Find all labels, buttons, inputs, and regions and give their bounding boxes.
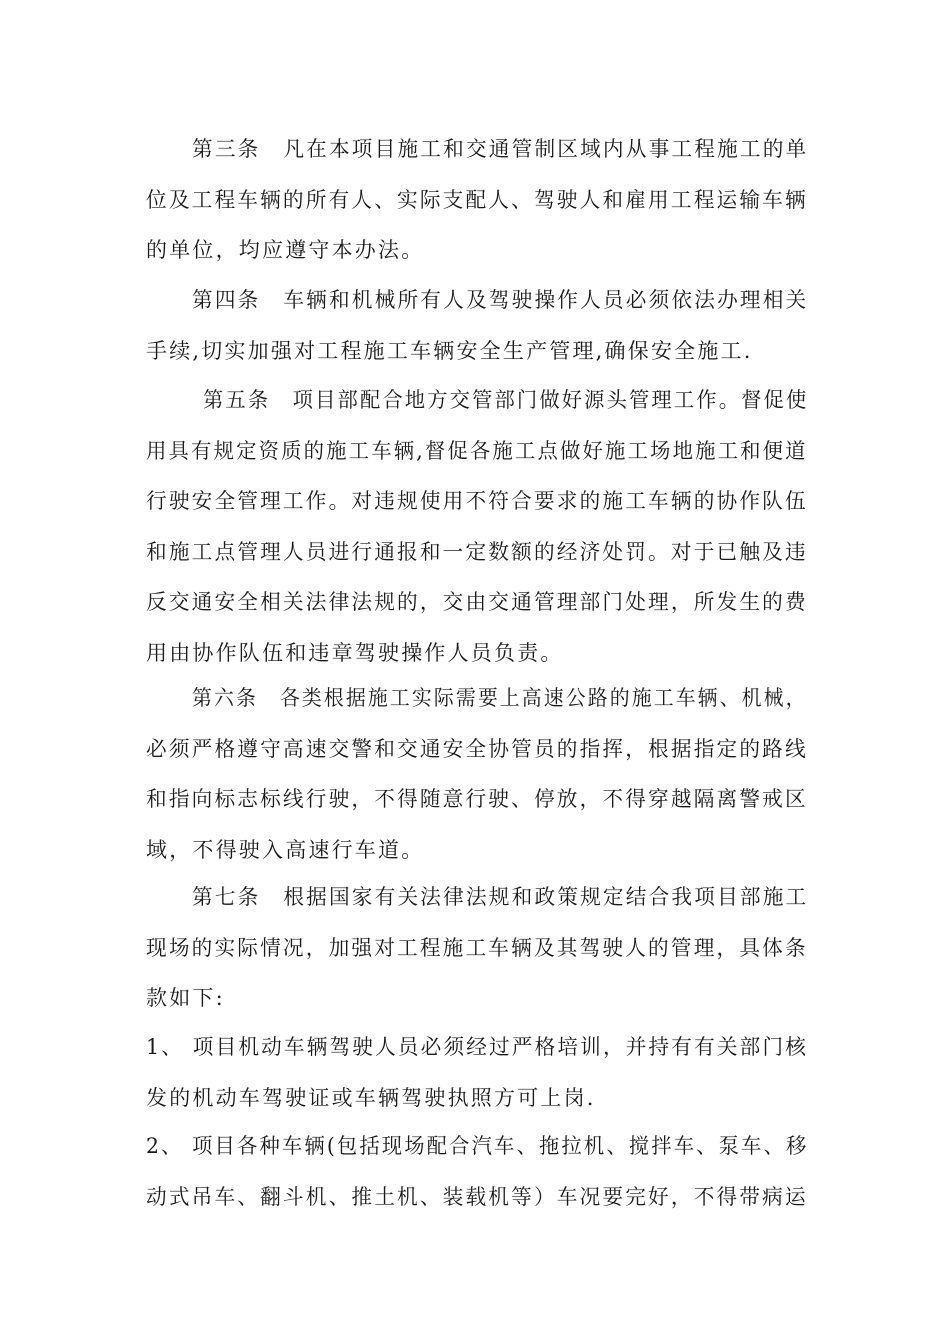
paragraph-line: 用由协作队伍和违章驾驶操作人员负责。	[146, 640, 564, 665]
paragraph-line: 反交通安全相关法律法规的，交由交通管理部门处理，所发生的费	[146, 590, 808, 614]
list-item-1	[146, 1022, 808, 1123]
paragraph-article-6	[146, 673, 808, 875]
paragraph-line: 位及工程车辆的所有人、实际支配人、驾驶人和雇用工程运输车辆	[146, 187, 808, 212]
paragraph-article-3	[146, 124, 808, 276]
paragraph-line: 域，不得驶入高速行车道。	[146, 837, 425, 862]
paragraph-line: 的单位，均应遵守本办法。	[146, 238, 425, 262]
paragraph-line: 用具有规定资质的施工车辆,督促各施工点做好施工场地施工和便道	[146, 438, 808, 463]
paragraph-line: 发的机动车驾驶证或车辆驾驶执照方可上岗.	[146, 1085, 596, 1110]
paragraph-line: 第四条 车辆和机械所有人及驾驶操作人员必须依法办理相关	[192, 288, 808, 312]
paragraph-line: 款如下:	[146, 986, 225, 1010]
paragraph-line: 第七条 根据国家有关法律法规和政策规定结合我项目部施工	[192, 885, 808, 909]
paragraph-line: 必须严格遵守高速交警和交通安全协管员的指挥，根据指定的路线	[146, 736, 808, 761]
paragraph-line: 手续,切实加强对工程施工车辆安全生产管理,确保安全施工.	[146, 338, 753, 363]
paragraph-article-7	[146, 872, 808, 1024]
paragraph-line: 现场的实际情况，加强对工程施工车辆及其驾驶人的管理，具体条	[146, 935, 808, 960]
paragraph-line: 第六条 各类根据施工实际需要上高速公路的施工车辆、机械，	[192, 686, 808, 710]
paragraph-line: 行驶安全管理工作。对违规使用不符合要求的施工车辆的协作队伍	[146, 489, 808, 513]
paragraph-line: 和指向标志标线行驶，不得随意行驶、停放，不得穿越隔离警戒区	[146, 787, 808, 811]
paragraph-article-5	[146, 375, 808, 678]
paragraph-line: 和施工点管理人员进行通报和一定数额的经济处罚。对于已触及违	[146, 539, 808, 564]
paragraph-line: 1、 项目机动车辆驾驶人员必须经过严格培训，并持有有关部门核	[146, 1035, 808, 1059]
paragraph-line: 2、 项目各种车辆(包括现场配合汽车、拖拉机、搅拌车、泵车、移	[146, 1134, 808, 1158]
paragraph-line: 第三条 凡在本项目施工和交通管制区域内从事工程施工的单	[192, 137, 808, 161]
paragraph-article-4	[146, 275, 808, 376]
paragraph-line: 动式吊车、翻斗机、推土机、装载机等）车况要完好，不得带病运	[146, 1184, 808, 1209]
list-item-2	[146, 1121, 808, 1222]
paragraph-line: 第五条 项目部配合地方交管部门做好源头管理工作。督促使	[203, 388, 808, 412]
